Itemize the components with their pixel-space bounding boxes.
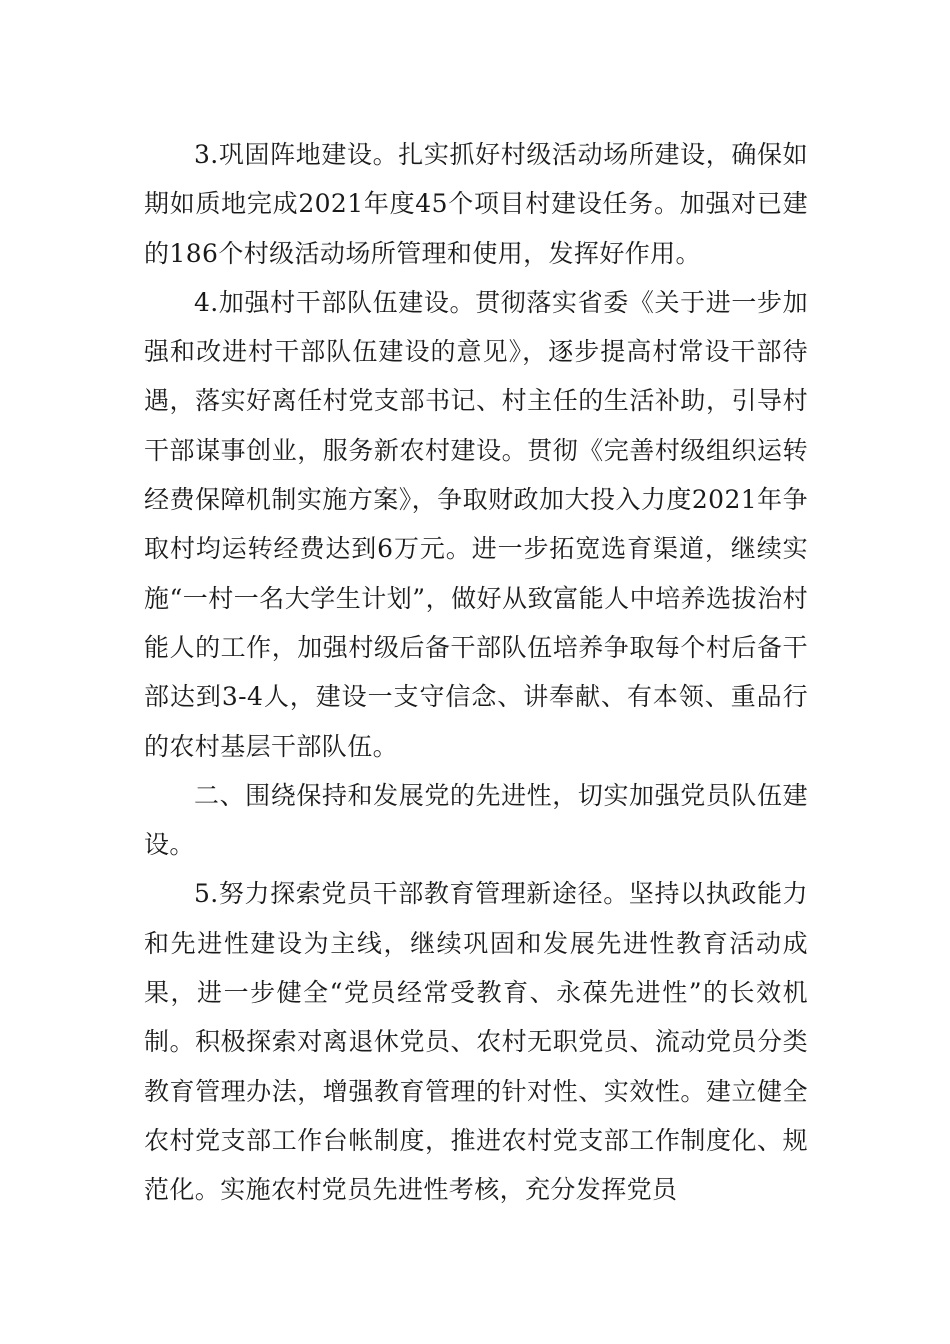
section-heading-party-members: 二、围绕保持和发展党的先进性，切实加强党员队伍建设。	[144, 780, 808, 860]
paragraph-village-cadres: 4.加强村干部队伍建设。贯彻落实省委《关于进一步加强和改进村干部队伍建设的意见》，逐步提高村常设干部待遇，落实好离任村党支部书记、村主任的生活补助，引导村干部谋事创业，服务新农村建设。贯彻《完善村级组织运转经费保障机制实施方案》，争取财政加大投入力度2021年争取村均运转经费达到6万元。进一步拓宽选育渠道，继续实施“一村一名大学生计划”，做好从致富能人中培养选拔治村能人的工作，加强村级后备干部队伍培养争取每个村后备干部达到3-4人，建设一支守信念、讲奉献、有本领、重品行的农村基层干部队伍。	[144, 287, 808, 761]
paragraph-member-education: 5.努力探索党员干部教育管理新途径。坚持以执政能力和先进性建设为主线，继续巩固和发展先进性教育活动成果，进一步健全“党员经常受教育、永葆先进性”的长效机制。积极探索对离退休党员、农村无职党员、流动党员分类教育管理办法，增强教育管理的针对性、实效性。建立健全农村党支部工作台帐制度，推进农村党支部工作制度化、规范化。实施农村党员先进性考核，充分发挥党员	[144, 879, 808, 1205]
paragraph-position-building: 3.巩固阵地建设。扎实抓好村级活动场所建设，确保如期如质地完成2021年度45个项目村建设任务。加强对已建的186个村级活动场所管理和使用，发挥好作用。	[144, 140, 808, 268]
document-body	[144, 130, 808, 1215]
